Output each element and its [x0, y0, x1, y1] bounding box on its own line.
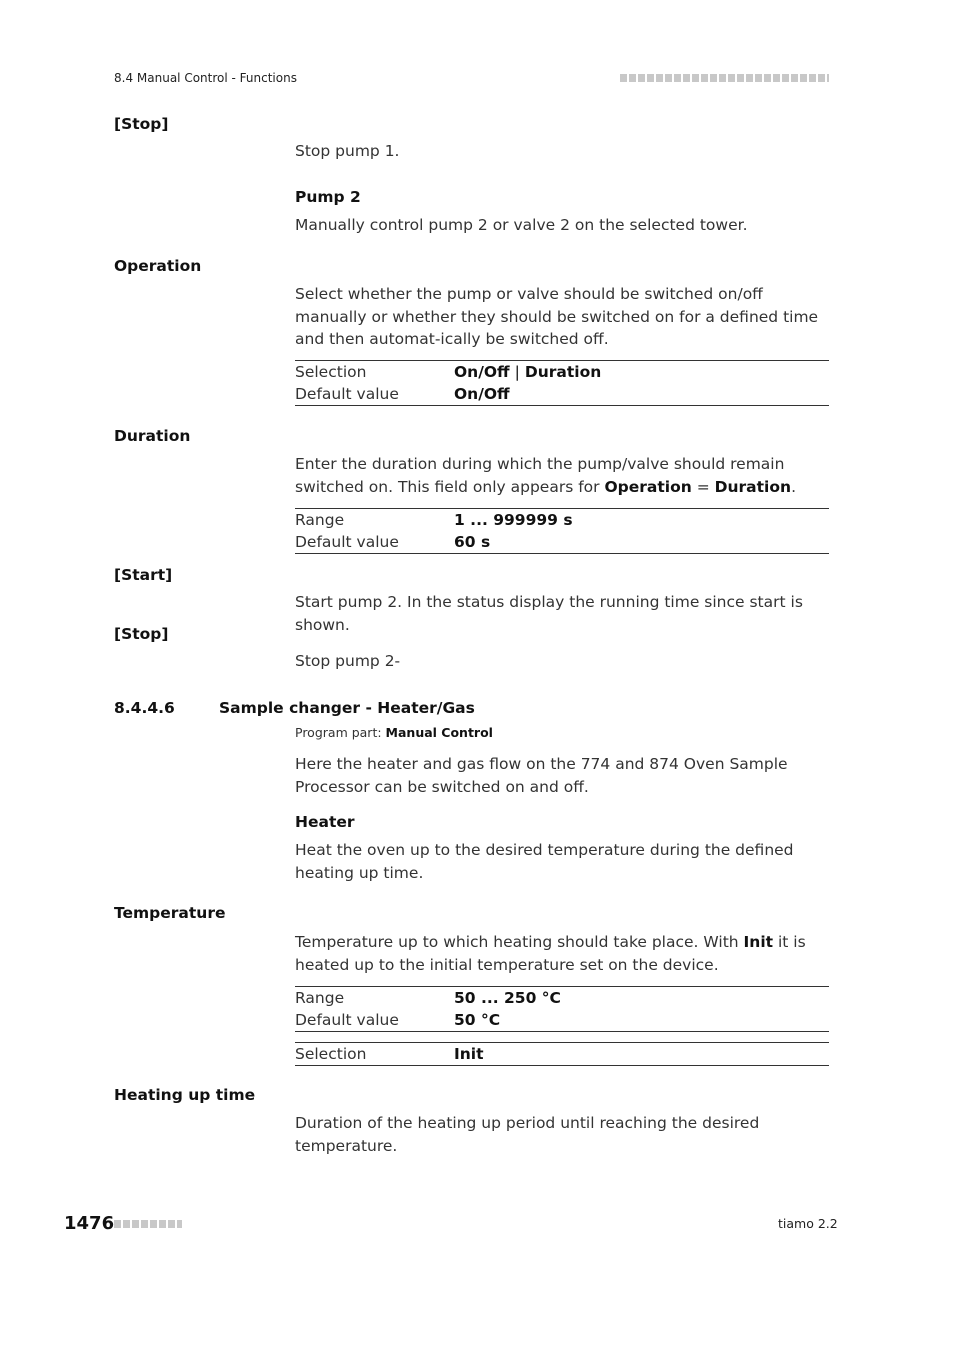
program-part: Program part: Manual Control	[295, 725, 493, 740]
section-number: 8.4.4.6	[114, 699, 175, 717]
table-value: 50 °C	[454, 1011, 501, 1029]
term-stop-2: [Stop]	[114, 625, 169, 643]
table-key: Selection	[295, 1045, 367, 1063]
table-key: Selection	[295, 363, 367, 381]
table-row	[295, 1043, 829, 1065]
duration-description: Enter the duration during which the pump/valve should remain switched on. This field only appears for Operation = Duration.	[295, 455, 796, 496]
operation-table	[295, 360, 829, 406]
section-intro: Here the heater and gas flow on the 774 and 874 Oven Sample Processor can be switched on and off.	[295, 755, 788, 796]
duration-table	[295, 508, 829, 554]
table-row	[295, 361, 829, 383]
heating-up-time-description: Duration of the heating up period until reaching the desired temperature.	[295, 1114, 760, 1155]
table-row	[295, 509, 829, 531]
table-key: Default value	[295, 533, 399, 551]
header-decoration	[620, 74, 829, 82]
page-number: 1476	[64, 1213, 115, 1234]
table-key: Default value	[295, 385, 399, 403]
term-stop-1: [Stop]	[114, 115, 169, 133]
table-value: 60 s	[454, 533, 491, 551]
term-start-2: [Start]	[114, 566, 173, 584]
start-2-description: Start pump 2. In the status display the running time since start is shown.	[295, 593, 803, 634]
temperature-range-table	[295, 986, 829, 1032]
term-temperature: Temperature	[114, 904, 226, 922]
table-key: Range	[295, 989, 345, 1007]
table-key: Default value	[295, 1011, 399, 1029]
table-row	[295, 987, 829, 1009]
table-row	[295, 531, 829, 553]
stop-2-description: Stop pump 2-	[295, 652, 401, 670]
term-operation: Operation	[114, 257, 202, 275]
table-row	[295, 1009, 829, 1031]
footer-decoration	[114, 1220, 182, 1228]
operation-description: Select whether the pump or valve should be switched on/off manually or whether they should be switched on for a defined time and then automat-ically be switched off.	[295, 285, 819, 348]
pump2-heading: Pump 2	[295, 188, 361, 206]
heater-heading: Heater	[295, 813, 355, 831]
table-value: 1 ... 999999 s	[454, 511, 573, 529]
table-key: Range	[295, 511, 345, 529]
table-value: On/Off | Duration	[454, 363, 602, 381]
pump2-description: Manually control pump 2 or valve 2 on the selected tower.	[295, 216, 748, 234]
heater-description: Heat the oven up to the desired temperature during the defined heating up time.	[295, 841, 794, 882]
table-value: 50 ... 250 °C	[454, 989, 561, 1007]
term-heating-up-time: Heating up time	[114, 1086, 256, 1104]
stop-1-description: Stop pump 1.	[295, 142, 400, 160]
table-row	[295, 383, 829, 405]
temperature-description: Temperature up to which heating should take place. With Init it is heated up to the initial temperature set on the device.	[295, 933, 806, 974]
table-value: Init	[454, 1045, 484, 1063]
temperature-selection-table	[295, 1042, 829, 1066]
section-title: Sample changer - Heater/Gas	[219, 699, 475, 717]
term-duration: Duration	[114, 427, 191, 445]
table-value: On/Off	[454, 385, 510, 403]
running-header: 8.4 Manual Control - Functions	[114, 71, 297, 85]
product-name: tiamo 2.2	[778, 1216, 838, 1231]
